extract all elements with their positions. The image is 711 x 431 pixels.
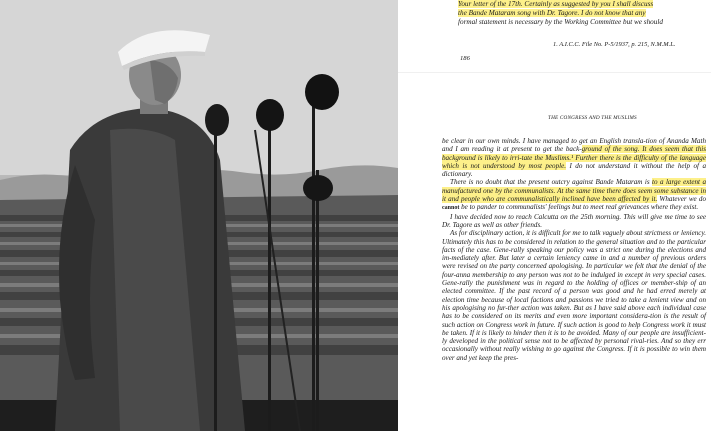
text-run: There is no doubt that the present outcry against Bande Mataram is [450,178,650,187]
paragraph-3: I have decided now to reach Calcutta on the 25th morning. This will give me time to see Dr. Tagore as well as other friends. [442,212,706,229]
text-line: formal statement is necessary by the Working Committee but we should [458,18,663,27]
highlighted-passage: to a large extent a manufactured one by the communalists. At the same time there does seem some substance in it and people who are communalistically inclined have been affected by it. [442,178,706,204]
paragraph-4: As for disciplinary action, it is difficult for me to talk vaguely about strictness or leniency. Ultimately this has to be considered in relation to the general situation and to the particular facts of the case. Gene-rally speaking our policy was a strict one during the elections and im-mediately after. But later a certain leniency came in and a number of previous orders were revised on the party concerned apologising. In particular we felt that the denial of the four-anna membership to any person was not to be indulged in except in very special cases. Gene-rally the punishment was in regard to the holding of offices or member-ship of an elected committee. If the past record of a person was good and he had erred merely at election time because of local factions and passions we tried to take a lenient view and on his apologising no fur-ther action was taken. But as I have said above each individual case has to be considered on its merits and even more important considera-tion is the result of such action on Congress work in future. If such action is good to help Congress work it must be taken. If it is likely to hinder then it is to be avoided. Many of our people are insufficient-ly developed in the political sense not to be affected by personal rival-ries. And so they err occasionally without really wishing to go against the Congress. If it is possible to win them over and yet keep the pres- [442,229,706,362]
paragraph-2 [442,178,706,212]
text-run: I do not understand it without the help of a dictionary. [442,161,706,179]
document-page [398,0,711,431]
letter-body [442,137,706,362]
struck-word: cannot [442,205,460,212]
text-run: Whatever we do [657,195,706,204]
highlighted-line: Your letter of the 17th. Certainly as suggested by you I shall discuss [458,0,654,8]
running-head: THE CONGRESS AND THE MUSLIMS [548,115,637,121]
text-run: be to pander to communalists' feelings but to meet real grievances where they exist. [459,203,699,212]
highlighted-passage: ground of the song. It does seem that this background is likely to irri-tate the Muslims.¹ Further there is the difficulty of the language which is not understood by most people. [442,145,706,170]
page-number: 186 [460,55,470,62]
text-run: be clear in our own minds. I have managed to get an English transla-tion of Ananda Math and I am reading it at present to get the back- [442,137,706,154]
paragraph-1 [442,137,706,178]
previous-page-text [458,0,698,28]
page-divider [398,72,711,73]
highlighted-line: the Bande Mataram song with Dr. Tagore. I do not know that any [458,9,646,18]
footnote: 1. A.I.C.C. File No. P-5/1937, p. 215, N.M.M.L. [553,41,676,48]
